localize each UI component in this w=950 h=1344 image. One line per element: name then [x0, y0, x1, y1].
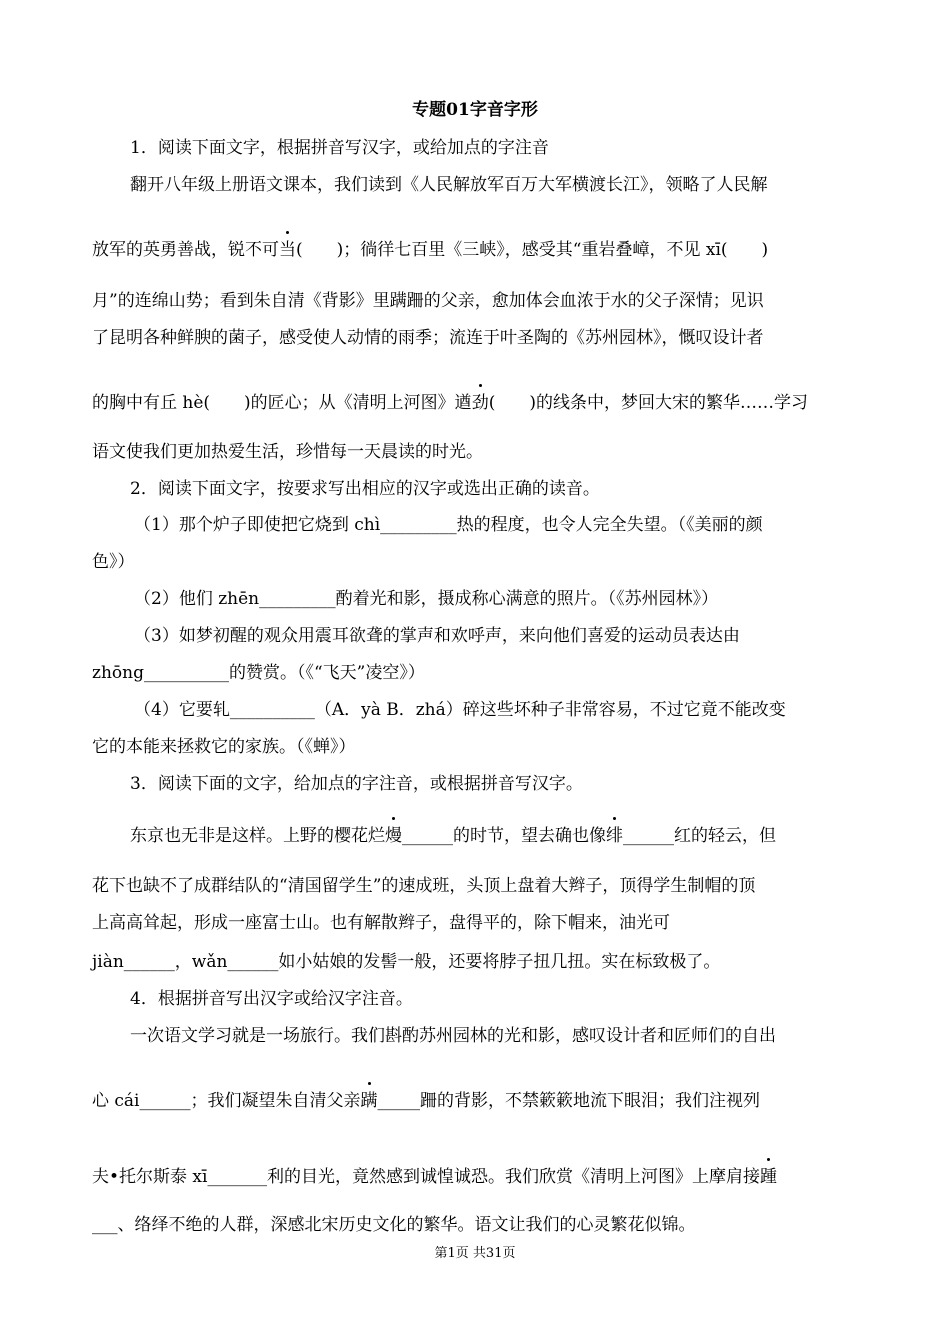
q4-line-2 — [92, 1091, 862, 1111]
q1-line-4: 了昆明各种鲜腴的菌子，感受使人动情的雨季；流连于叶圣陶的《苏州园林》，慨叹设计者 — [92, 328, 764, 348]
q2-item-1b: 色》） — [92, 552, 135, 572]
q2-item-3b: zhōng__________的赞赏。（《“飞天”凌空》） — [92, 663, 425, 683]
q3-line-4: jiàn______，wǎn______如小姑娘的发髻一般，还要将脖子扭几扭。实在标致极了。 — [92, 952, 721, 972]
q2-item-2: （2）他们 zhēn_________酌着光和影，摄成称心满意的照片。（《苏州园林》） — [134, 589, 719, 609]
q1-line-6: 语文使我们更加热爱生活，珍惜每一天晨读的时光。 — [92, 442, 483, 462]
q1-line-2 — [92, 240, 862, 260]
q1-line-3: 月”的连绵山势；看到朱自清《背影》里蹒跚的父亲，愈加体会血浓于水的父子深情；见识 — [92, 291, 764, 311]
q1-line-2-text-b: ( )；徜徉七百里《三峡》，感受其“重岩叠嶂，不见 xī( ) — [296, 240, 769, 260]
q4-line-2-text-b: _____跚的背影，不禁簌簌地流下眼泪；我们注视列 — [377, 1091, 760, 1111]
q2-item-3a: （3）如梦初醒的观众用震耳欲聋的掌声和欢呼声，来向他们喜爱的运动员表达由 — [134, 626, 740, 646]
q2-heading: 2．阅读下面文字，按要求写出相应的汉字或选出正确的读音。 — [130, 479, 600, 499]
q1-heading: 1．阅读下面文字，根据拼音写汉字，或给加点的字注音 — [130, 138, 549, 158]
q3-line-1-text-c: ______红的轻云，但 — [623, 826, 776, 846]
q3-line-1-text-a: 东京也无非是这样。上野的樱花烂 — [130, 826, 385, 846]
q4-line-3-text-a: 夫•托尔斯泰 xī_______利的目光，竟然感到诚惶诚恐。我们欣赏《清明上河图》上摩肩接 — [92, 1167, 760, 1187]
q1-dotted-char-1: 当 — [279, 240, 296, 260]
q4-line-2-text-a: 心 cái______；我们凝望朱自清父亲 — [92, 1091, 361, 1111]
q3-dotted-char-1: 熳 — [385, 826, 402, 846]
q1-line-5-text-a: 的胸中有丘 hè( )的匠心；从《清明上河图》遒 — [92, 393, 472, 413]
q3-line-2: 花下也缺不了成群结队的“清国留学生”的速成班，头顶上盘着大辫子，顶得学生制帽的顶 — [92, 876, 756, 896]
q2-item-1a: （1）那个炉子即使把它烧到 chì_________热的程度，也令人完全失望。（《美丽的颜 — [134, 515, 763, 535]
q3-heading: 3．阅读下面的文字，给加点的字注音，或根据拼音写汉字。 — [130, 774, 583, 794]
q3-line-1 — [130, 826, 862, 846]
q4-dotted-char-2: 踵 — [759, 1167, 777, 1187]
q4-line-4: ___、络绎不绝的人群，深感北宋历史文化的繁华。语文让我们的心灵繁花似锦。 — [92, 1215, 696, 1235]
q3-line-1-text-b: ______的时节，望去确也像 — [402, 826, 606, 846]
q1-line-5-text-b: ( )的线条中，梦回大宋的繁华……学习 — [488, 393, 808, 413]
q4-heading: 4．根据拼音写出汉字或给汉字注音。 — [130, 989, 413, 1009]
page-footer: 第1页 共31页 — [434, 1246, 516, 1261]
q4-line-3 — [92, 1167, 862, 1187]
q4-line-1: 一次语文学习就是一场旅行。我们斟酌苏州园林的光和影，感叹设计者和匠师们的自出 — [130, 1026, 776, 1046]
page-title: 专题01字音字形 — [412, 100, 538, 120]
q1-line-2-text-a: 放军的英勇善战，锐不可 — [92, 240, 279, 260]
q1-line-1: 翻开八年级上册语文课本，我们读到《人民解放军百万大军横渡长江》，领略了人民解 — [130, 175, 768, 195]
q4-dotted-char-1: 蹒 — [360, 1091, 378, 1111]
q2-item-4b: 它的本能来拯救它的家族。（《蝉》） — [92, 737, 356, 757]
q1-line-5 — [92, 393, 862, 413]
q3-line-3: 上高高耸起，形成一座富士山。也有解散辫子，盘得平的，除下帽来，油光可 — [92, 913, 670, 933]
q3-dotted-char-2: 绯 — [606, 826, 623, 846]
q1-dotted-char-2: 劲 — [471, 393, 489, 413]
q2-item-4a: （4）它要轧__________（A．yà B．zhá）碎这些坏种子非常容易，不过它竟不能改变 — [134, 700, 786, 720]
